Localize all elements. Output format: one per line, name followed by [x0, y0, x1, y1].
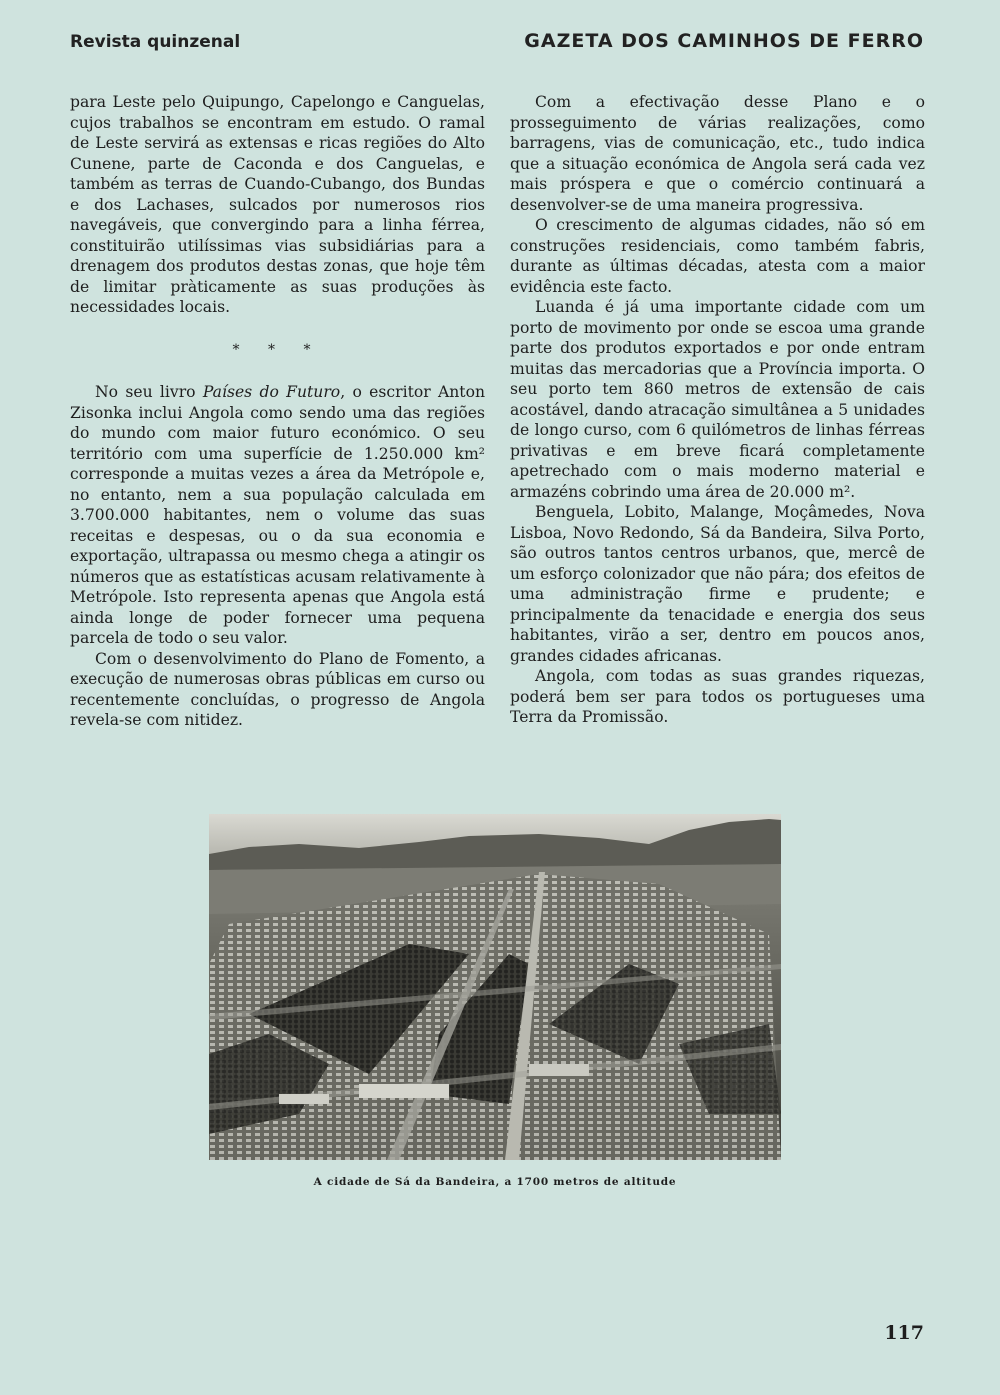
photo-illustration: [209, 814, 781, 1160]
figure-caption: A cidade de Sá da Bandeira, a 1700 metros de altitude: [313, 1176, 677, 1188]
publication-frequency: Revista quinzenal: [70, 32, 241, 52]
paragraph: para Leste pelo Quipungo, Capelongo e Canguelas, cujos trabalhos se encontram em estudo. O ramal de Leste servirá as extensas e ricas regiões do Alto Cunene, parte de Caconda e dos Canguelas, e também as terras de Cuando-Cubango, dos Bundas e dos Lachases, sulcados por numerosos rios navegáveis, que convergindo para a linha férrea, constituirão utilíssimas vias subsidiárias para a drenagem dos produtos destas zonas, que hoje têm de limitar pràticamente as suas produções às necessidades locais.: [70, 93, 485, 316]
paragraph: O crescimento de algumas cidades, não só em construções residenciais, como também fabris, durante as últimas décadas, atesta com a maior evidência este facto.: [510, 216, 925, 296]
paragraph: Com o desenvolvimento do Plano de Fomento, a execução de numerosas obras públicas em curso ou recentemente concluídas, o progresso de Angola revela-se com nitidez.: [70, 649, 485, 729]
publication-title: GAZETA DOS CAMINHOS DE FERRO: [524, 30, 924, 52]
text-run: No seu livro: [95, 383, 203, 401]
paragraph: Benguela, Lobito, Malange, Moçâmedes, Nova Lisboa, Novo Redondo, Sá da Bandeira, Silva Porto, são outros tantos centros urbanos, que, mercê de um esforço colonizador que não pára; dos efeitos de uma administração firme e prudente; e principalmente da tenacidade e energia dos seus habitantes, virão a ser, dentro em poucos anos, grandes cidades africanas.: [510, 503, 925, 665]
text-run: , o escritor Anton Zisonka inclui Angola como sendo uma das regiões do mundo com maior futuro económico. O seu território com uma superfície de 1.250.000 km² corresponde a muitas vezes a área da Metrópole e, no entanto, nem a sua população calculada em 3.700.000 habitantes, nem o volume das suas receitas e despesas, ou o da sua economia e exportação, ultrapassa ou mesmo chega a atingir os números que as estatísticas acusam relativamente à Metrópole. Isto representa apenas que Angola está ainda longe de poder fornecer uma pequena parcela de todo o seu valor.: [70, 383, 486, 647]
right-column: [510, 92, 925, 728]
paragraph: Com a efectivação desse Plano e o prosseguimento de várias realizações, como barragens, vias de comunicação, etc., tudo indica que a situação económica de Angola será cada vez mais próspera e que o comércio continuará a desenvolver-se de uma maneira progressiva.: [510, 93, 925, 214]
aerial-city-photo: [209, 814, 781, 1160]
paragraph: [70, 382, 485, 649]
paragraph: Angola, com todas as suas grandes riquezas, poderá bem ser para todos os portugueses uma Terra da Promissão.: [510, 667, 925, 726]
section-separator: * * *: [232, 341, 323, 358]
page-header: [70, 30, 924, 62]
book-title: Países do Futuro: [202, 383, 341, 401]
left-column: [70, 92, 485, 731]
page-number: 117: [884, 1322, 924, 1344]
paragraph: Luanda é já uma importante cidade com um porto de movimento por onde se escoa uma grande parte dos produtos exportados e por onde entram muitas das mercadorias que a Província importa. O seu porto tem 860 metros de extensão de cais acostável, dando atracação simultânea a 5 unidades de longo curso, com 6 quilómetros de linhas férreas privativas e em breve ficará completamente apetrechado com o mais moderno material e armazéns cobrindo uma área de 20.000 m².: [510, 298, 925, 501]
